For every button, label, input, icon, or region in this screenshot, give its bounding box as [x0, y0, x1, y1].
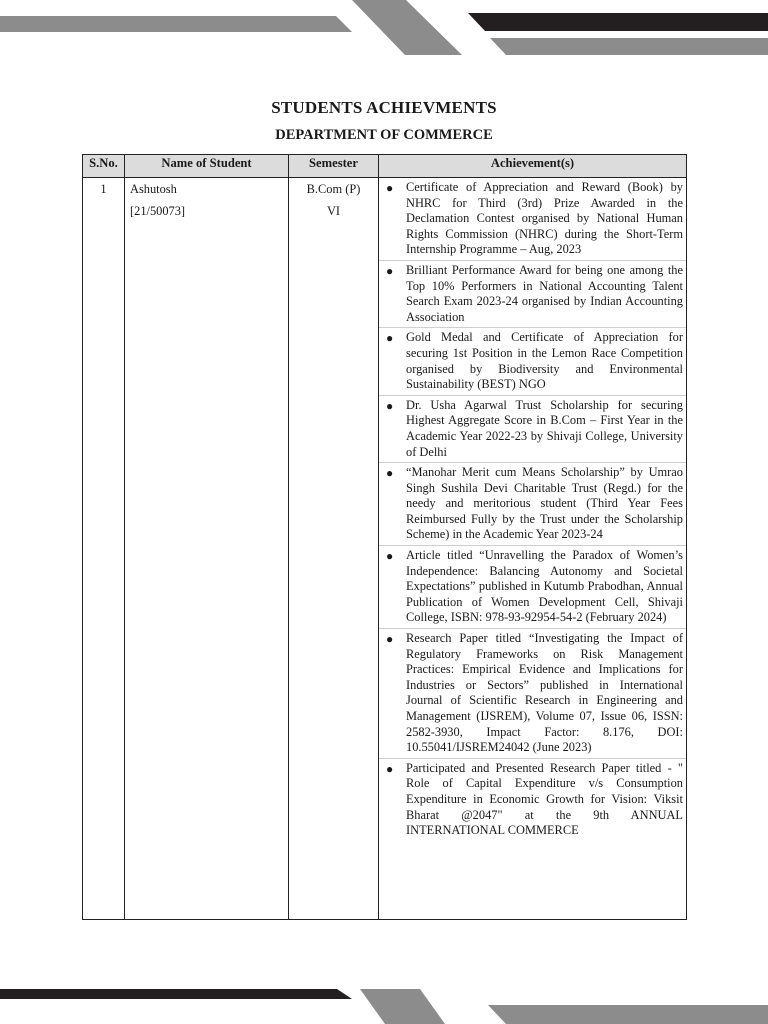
list-item — [379, 178, 686, 261]
student-name: Ashutosh — [130, 182, 177, 196]
achievement-text: Participated and Presented Research Paper titled - " Role of Capital Expenditure v/s Consumption Expenditure in Economic Growth for Vision: Viksit Bharat @2047" at the 9th ANNUAL INTERNATIONAL COMMERCE — [406, 760, 683, 838]
cell-sno: 1 — [83, 178, 125, 920]
achievement-text: Certificate of Appreciation and Reward (Book) by NHRC for Third (3rd) Prize Awarded in the Declamation Contest organised by National Human Rights Commission (NHRC) during the Short-Term Internship Programme – Aug, 2023 — [406, 180, 683, 257]
table-row — [83, 178, 687, 920]
course-name: B.Com (P) — [306, 182, 361, 196]
bullet-icon: ● — [386, 263, 394, 278]
list-item — [379, 546, 686, 629]
achievement-text: Dr. Usha Agarwal Trust Scholarship for securing Highest Aggregate Score in B.Com – First Year in the Academic Year 2022-23 by Shivaji College, University of Delhi — [406, 397, 683, 459]
bullet-icon: ● — [386, 549, 394, 564]
list-item — [379, 396, 686, 463]
achievement-text: Brilliant Performance Award for being one among the Top 10% Performers in National Accounting Talent Search Exam 2023-24 organised by Indian Accounting Association — [406, 262, 683, 324]
cell-achievements — [379, 178, 687, 920]
table-header-row — [83, 155, 687, 178]
list-item — [379, 759, 686, 840]
bullet-icon: ● — [386, 331, 394, 346]
student-roll-number: [21/50073] — [130, 203, 186, 218]
bottom-left-dark-band — [0, 989, 352, 999]
column-header-semester: Semester — [289, 155, 379, 178]
list-item — [379, 629, 686, 759]
bullet-icon: ● — [386, 398, 394, 413]
bullet-icon: ● — [386, 632, 394, 647]
cell-student — [125, 178, 289, 920]
achievement-text: “Manohar Merit cum Means Scholarship” by Umrao Singh Sushila Devi Charitable Trust (Regd.) for the needy and meritorious student (Third Year Fees Reimbursed Fully by the Trust under the Scholarship Scheme) in the Academic Year 2023-24 — [406, 465, 683, 542]
bullet-icon: ● — [386, 466, 394, 481]
document-title: STUDENTS ACHIEVMENTS — [271, 98, 497, 117]
semester-value: VI — [326, 203, 341, 218]
top-center-grey-chevron — [352, 0, 462, 55]
achievements-table — [82, 154, 687, 920]
bottom-center-grey-chevron — [360, 989, 445, 1024]
department-heading: DEPARTMENT OF COMMERCE — [275, 127, 493, 143]
column-header-name: Name of Student — [125, 155, 289, 178]
achievement-text: Article titled “Unravelling the Paradox of Women’s Independence: Balancing Autonomy and Societal Expectations” published in Kutumb Prabodhan, Annual Publication of Women Development Cell, Shivaji College, ISBN: 978-93-92954-54-2 (February 2024) — [406, 548, 683, 625]
list-item — [379, 463, 686, 546]
bullet-icon: ● — [386, 761, 394, 776]
column-header-sno: S.No. — [83, 155, 125, 178]
achievement-text: Research Paper titled “Investigating the Impact of Regulatory Frameworks on Risk Management Practices: Empirical Evidence and Implications for Industries or Sectors” published in International Journal of Scientific Research in Engineering and Management (IJSREM), Volume 07, Issue 06, ISSN: 2582-3930, Impact Factor: 8.176, DOI: 10.55041/IJSREM24042 (June 2023) — [406, 631, 683, 755]
bullet-icon: ● — [386, 181, 394, 195]
achievement-list — [379, 178, 686, 840]
top-right-dark-band — [468, 13, 768, 31]
achievement-text: Gold Medal and Certificate of Appreciation for securing 1st Position in the Lemon Race Competition organised by Biodiversity and Environmental Sustainability (BEST) NGO — [406, 330, 683, 392]
bottom-right-grey-band — [488, 1005, 768, 1024]
column-header-achievements: Achievement(s) — [379, 155, 687, 178]
cell-semester — [289, 178, 379, 920]
top-right-grey-band — [490, 38, 768, 55]
list-item — [379, 261, 686, 328]
top-left-grey-band — [0, 16, 352, 32]
list-item — [379, 328, 686, 395]
